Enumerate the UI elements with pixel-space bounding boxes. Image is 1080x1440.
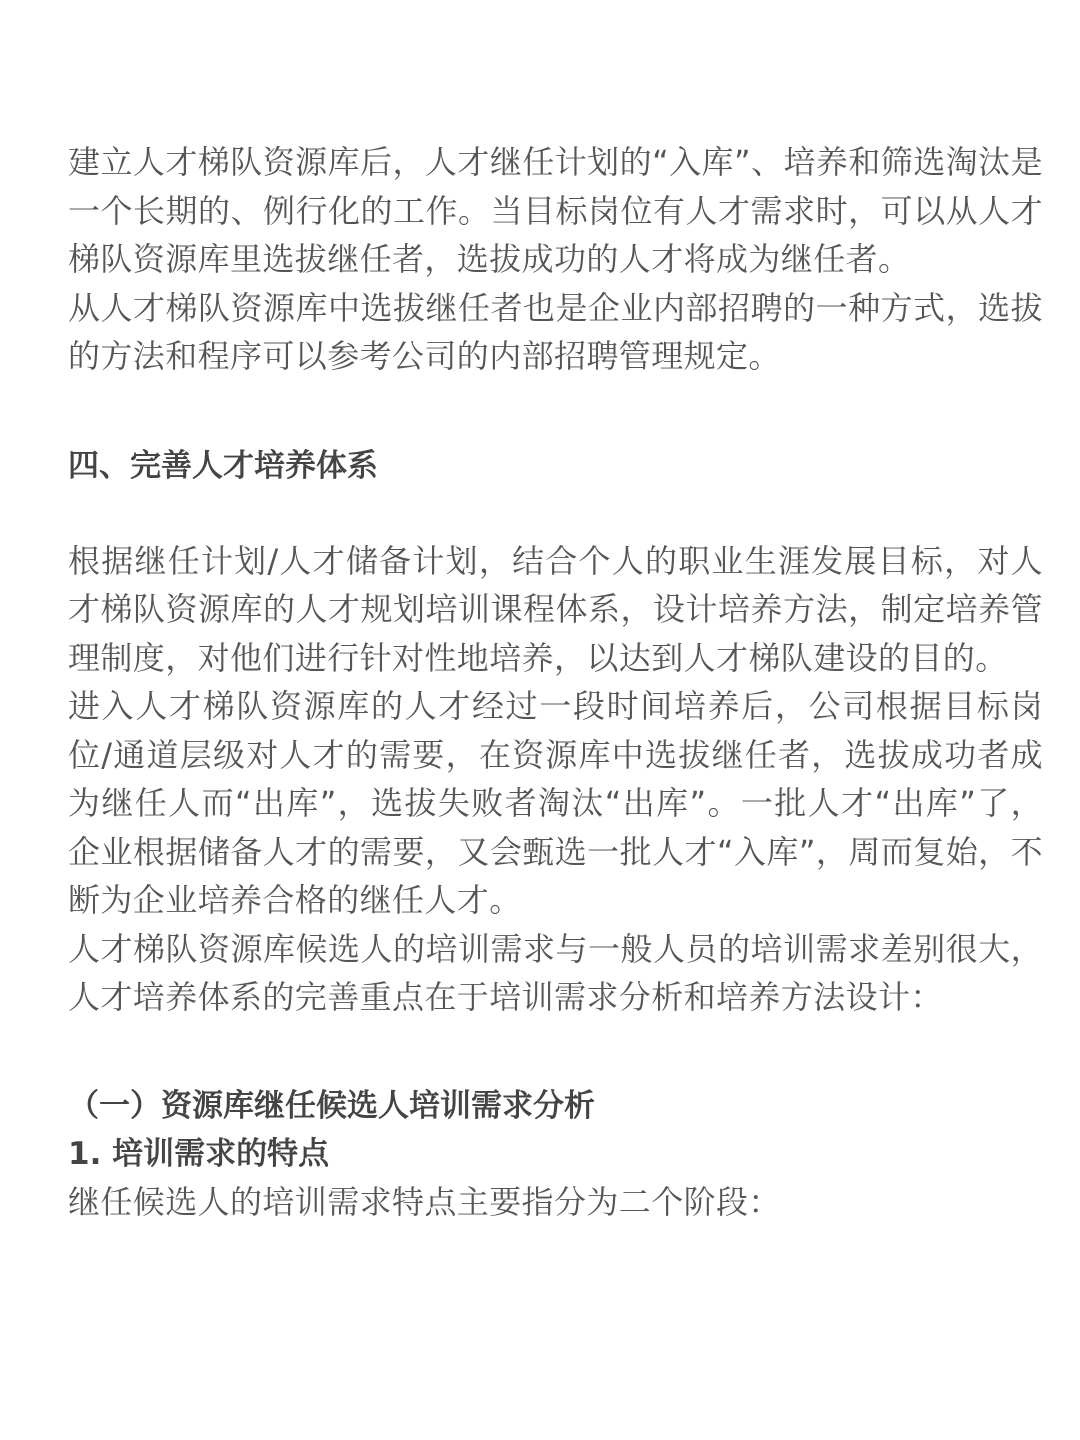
spacer xyxy=(68,1022,1043,1082)
paragraph-training-needs-difference: 人才梯队资源库候选人的培训需求与一般人员的培训需求差别很大，人才培养体系的完善重点在于培训需求分析和培养方法设计： xyxy=(68,929,1043,1016)
paragraph-in-out-pool: 进入人才梯队资源库的人才经过一段时间培养后，公司根据目标岗位/通道层级对人才的需要，在资源库中选拔继任者，选拔成功者成为继任人而“出库”，选拔失败者淘汰“出库”。一批人才“出库”了，企业根据储备人才的需要，又会甄选一批人才“入库”，周而复始，不断为企业培养合格的继任人才。 xyxy=(68,687,1043,919)
article-body xyxy=(68,138,1043,1226)
paragraph-training-plan: 根据继任计划/人才储备计划，结合个人的职业生涯发展目标，对人才梯队资源库的人才规划培训课程体系，设计培养方法，制定培养管理制度，对他们进行针对性地培养，以达到人才梯队建设的目的。 xyxy=(68,541,1043,677)
subheading-needs-characteristics: 1. 培训需求的特点 xyxy=(68,1135,330,1172)
paragraph-internal-recruitment: 从人才梯队资源库中选拔继任者也是企业内部招聘的一种方式，选拔的方法和程序可以参考公司的内部招聘管理规定。 xyxy=(68,288,1043,375)
paragraph-two-stages: 继任候选人的培训需求特点主要指分为二个阶段： xyxy=(68,1182,781,1221)
spacer xyxy=(68,381,1043,442)
subheading-needs-analysis: （一）资源库继任候选人培训需求分析 xyxy=(68,1087,595,1124)
section-heading-training-system: 四、完善人才培养体系 xyxy=(68,447,378,484)
spacer xyxy=(68,490,1043,537)
paragraph-talent-pool-succession: 建立人才梯队资源库后，人才继任计划的“入库”、培养和筛选淘汰是一个长期的、例行化的工作。当目标岗位有人才需求时，可以从人才梯队资源库里选拔继任者，选拔成功的人才将成为继任者。 xyxy=(68,143,1043,278)
